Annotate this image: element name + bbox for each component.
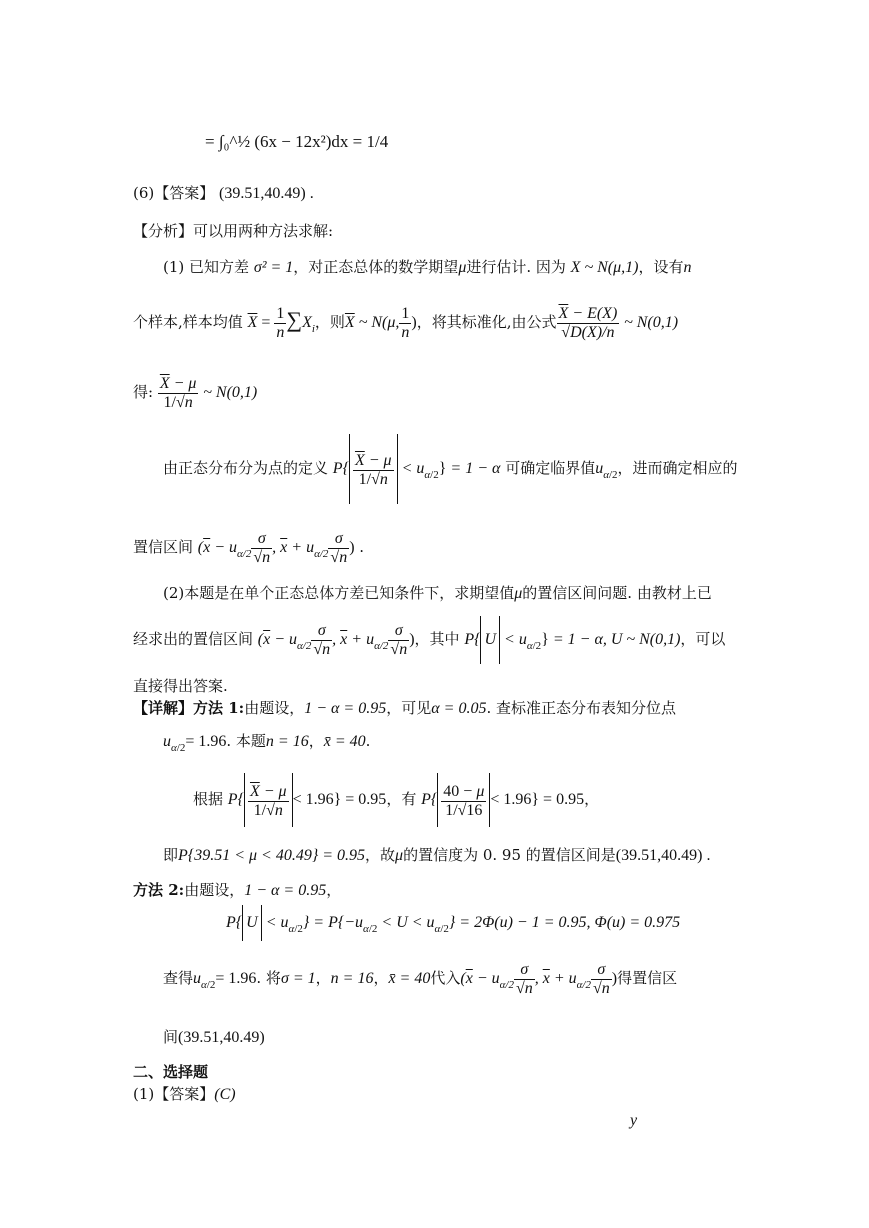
- formula: α = 0.05: [431, 700, 487, 717]
- text: (2)本题是在单个正态总体方差已知条件下，求期望值: [163, 584, 515, 602]
- text: 置信区间: [133, 538, 194, 556]
- text: 由正态分布分为点的定义: [163, 459, 329, 477]
- analysis-line-3: [133, 364, 257, 420]
- analysis-line-4: 由正态分布分为点的定义 P{ $\frac{\overline{X} - \mu}{1/√n}$ < u α/2 } = 1 − α 可确定临界值u α/2 ，进而确定相应的: [163, 433, 738, 503]
- detail-line-2: u α/2 = 1.96. 本题n = 16，x̄ = 40.: [163, 732, 371, 754]
- method-2-line-3: [163, 1027, 265, 1048]
- standardize-fraction: $\frac{\overline{X} - E(X)}{√D(X)/n}$: [558, 304, 618, 341]
- text: 经求出的置信区间: [133, 630, 254, 648]
- text: ，设有: [638, 258, 684, 276]
- analysis-heading-text: 【分析】可以用两种方法求解:: [133, 222, 334, 240]
- text: . 将: [256, 969, 281, 987]
- text: ，对正态总体的数学期望: [293, 258, 459, 276]
- analysis-line-1: [163, 257, 691, 278]
- formula: n = 16: [330, 970, 374, 987]
- fraction: $\frac{\overline{X} - \mu}{1/√n}$: [159, 374, 197, 411]
- integral-result-line: [205, 120, 388, 164]
- method-2-line: [133, 880, 341, 901]
- formula: = 1 − α: [450, 460, 501, 477]
- text: . 查标准正态分布表知分位点: [486, 699, 676, 717]
- text: 个样本,样本均值: [133, 313, 243, 331]
- detail-line-1: [133, 698, 676, 719]
- text: 进行估计. 因为: [466, 258, 566, 276]
- formula: μ: [395, 847, 404, 864]
- answer-6-line: [133, 183, 314, 204]
- text: 代入: [430, 969, 461, 987]
- analysis-line-5: 置信区间 ($\overline{x} - u_{\alpha/2}$ $\frac{\sigma}{√n}$ , $\overline{x} + u_{\alpha/2}$ $\frac{\sigma}{√n}$ ) .: [133, 529, 365, 566]
- formula: 1 − α = 0.95: [244, 882, 327, 899]
- detail-line-4: [163, 845, 710, 866]
- formula: σ = 1: [280, 970, 316, 987]
- formula: (C): [214, 1086, 236, 1103]
- formula: (39.51,40.49) .: [615, 847, 711, 864]
- text: 即: [163, 846, 179, 864]
- text: ，有: [386, 790, 417, 808]
- formula: σ² = 1: [253, 259, 294, 276]
- section-heading-choice: [133, 1062, 208, 1082]
- text: .: [365, 732, 371, 750]
- answer-6-value: (39.51,40.49) .: [219, 185, 314, 202]
- formula: x̄ = 40: [323, 733, 366, 750]
- text: ，: [373, 969, 389, 987]
- fraction: $\frac{1}{n}$: [276, 304, 285, 341]
- text: (1)【答案】: [133, 1085, 215, 1103]
- answer-choice-1: [133, 1084, 236, 1105]
- text: 根据: [193, 790, 224, 808]
- text: ，可见: [386, 699, 432, 717]
- detail-line-3: 根据 P{ $\frac{\overline{X} - \mu}{1/√n}$ < 1.96} = 0.95，有 P{ $\frac{40 - \mu}{1/√16}$ < 1.96} = 0.95，: [193, 772, 599, 826]
- formula: μ: [514, 585, 523, 602]
- text: 直接得出答案.: [133, 677, 228, 695]
- answer-6-tag: (6)【答案】: [133, 184, 215, 202]
- integral-expression: = ∫₀^½ (6x − 12x²)dx = 1/4: [205, 132, 389, 151]
- method-2-label: 方法 2:: [133, 881, 185, 899]
- formula: μ: [458, 259, 467, 276]
- text: ，: [326, 881, 342, 899]
- analysis-line-6: [163, 583, 712, 604]
- text: 得:: [133, 383, 154, 401]
- text: 由题设，: [244, 699, 305, 717]
- analysis-line-7: 经求出的置信区间 ($\overline{x} - u_{\alpha/2}$ $\frac{\sigma}{√n}$ , $\overline{x} + u_{\alpha/2}$ $\frac{\sigma}{√n}$ )，其中 P{ U < u α/2 } = 1 − α, U ~ N(0,1)，可以: [133, 615, 725, 663]
- formula: 1 − α = 0.95: [304, 700, 387, 717]
- method-1-label: 方法 1:: [193, 699, 245, 717]
- formula: y: [630, 1112, 638, 1129]
- formula: X ~ N(μ,1): [570, 259, 639, 276]
- formula: ~ N(0,1): [203, 384, 258, 401]
- text: ，: [315, 969, 331, 987]
- text: .: [359, 538, 365, 556]
- analysis-heading: [133, 221, 333, 241]
- formula: x̄ = 40: [388, 970, 431, 987]
- text: 得置信区: [617, 969, 678, 987]
- text: (1) 已知方差: [163, 258, 250, 276]
- analysis-line-2: 个样本,样本均值 $\overline{X}$ = $\frac{1}{n}$ $\sum X_i$，则$\overline{X}$ ~ N(μ, $\frac{1}{n}$ )，将其标准化,由公式 $\frac{\overline{X} - E(X)}{√D(X)/n}$ ~ N(0,1): [133, 304, 679, 341]
- method-2-formula: P{ U < u α/2 } = P{−u α/2 < U < u α/2 } = 2Φ(u) − 1 = 0.95, Φ(u) = 0.975: [226, 904, 680, 940]
- formula: (39.51,40.49): [178, 1029, 265, 1046]
- text: ，将其标准化,由公式: [416, 313, 557, 331]
- text: 的置信度为 0. 95 的置信区间是: [403, 846, 616, 864]
- formula: n: [683, 259, 692, 276]
- formula-xbar: $\overline{X}$: [247, 314, 258, 331]
- formula: = 1.96: [215, 970, 257, 987]
- formula: = 1 − α, U ~ N(0,1): [552, 631, 681, 648]
- formula: n = 16: [265, 733, 309, 750]
- text: 查得: [163, 969, 194, 987]
- formula: = 1.96: [185, 733, 227, 750]
- method-2-line-2: 查得u α/2 = 1.96. 将σ = 1，n = 16，x̄ = 40代入($\overline{x} - u_{\alpha/2}$ $\frac{\sigma}{√n}$ , $\overline{x} + u_{\alpha/2}$ $\frac{\sigma}{√n}$ )得置信区: [163, 960, 678, 997]
- formula: < 1.96} = 0.95: [292, 791, 387, 808]
- text: 间: [163, 1028, 179, 1046]
- text: . 本题: [226, 732, 266, 750]
- analysis-line-8: [133, 676, 228, 696]
- text: ，: [308, 732, 324, 750]
- text: 可确定临界值: [505, 459, 596, 477]
- text: ，进而确定相应的: [617, 459, 738, 477]
- text: ，故: [365, 846, 396, 864]
- text: ，则: [314, 313, 345, 331]
- formula: < 1.96} = 0.95: [490, 791, 585, 808]
- text: 的置信区间问题. 由教材上已: [522, 584, 712, 602]
- text: ，其中: [414, 630, 460, 648]
- formula: P{39.51 < μ < 40.49} = 0.95: [178, 847, 366, 864]
- text: ，可以: [680, 630, 726, 648]
- formula: = 2Φ(u) − 1 = 0.95, Φ(u) = 0.975: [459, 914, 681, 931]
- text: 由题设，: [184, 881, 245, 899]
- text: ，: [584, 790, 600, 808]
- formula: ~ N(0,1): [624, 314, 679, 331]
- section-heading-text: 二、选择题: [133, 1063, 209, 1081]
- stray-y-label: [630, 1110, 637, 1131]
- text: 【详解】: [133, 699, 194, 717]
